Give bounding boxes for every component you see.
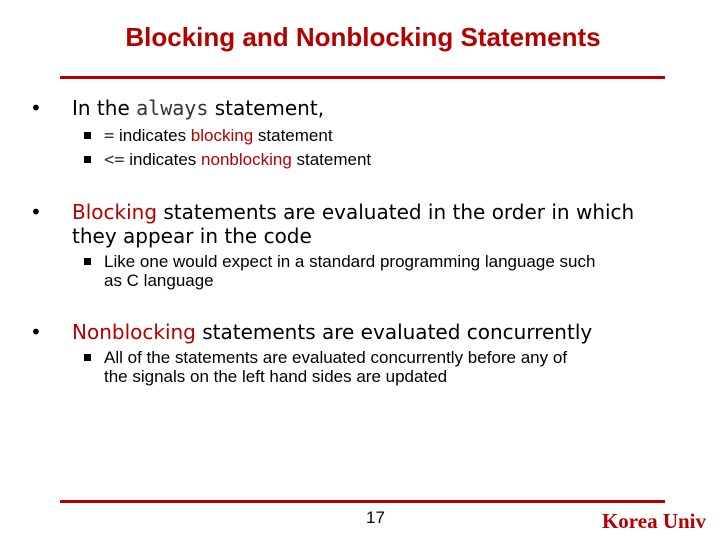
text-part: statement, [208,96,325,120]
bullet-dot-icon: • [30,96,42,120]
bullet-dot-icon: • [30,320,42,344]
text-part: In the [72,96,137,120]
code-keyword: always [136,96,209,120]
highlight-term: Nonblocking [72,320,196,344]
bullet-dot-icon: • [30,200,42,224]
sub-bullet-text [104,150,371,170]
bullet-text [72,200,634,224]
text-part: statements are evaluated concurrently [195,320,593,344]
text-part: indicates [114,126,191,145]
text-part: statements are evaluated in the order in which [157,200,635,224]
page-number: 17 [366,508,385,527]
square-bullet-icon [84,258,91,265]
square-bullet-icon [84,354,91,361]
sub-bullet-text: All of the statements are evaluated concurrently before any of [104,348,568,367]
text-part: statement [253,126,333,145]
text-part: indicates [124,150,202,169]
sub-bullet-text-line2: as C language [104,271,214,290]
slide-title: Blocking and Nonblocking Statements [125,22,601,52]
highlight-term: nonblocking [201,150,292,169]
highlight-term: blocking [190,126,254,145]
sub-bullet-text-line2: the signals on the left hand sides are updated [104,367,448,386]
title-divider [60,76,665,79]
footer-brand: Korea Univ [601,509,706,533]
code-operator: <= [104,150,125,170]
sub-bullet-text: Like one would expect in a standard programming language such [104,252,596,271]
square-bullet-icon [84,132,91,139]
bullet-text [72,96,324,120]
highlight-term: Blocking [72,200,158,224]
bullet-text [72,320,592,344]
bullet-text-line2: they appear in the code [72,224,312,248]
text-part: statement [291,150,372,169]
square-bullet-icon [84,156,91,163]
code-operator: = [104,126,115,146]
sub-bullet-text [104,126,333,146]
footer-divider [60,500,665,503]
